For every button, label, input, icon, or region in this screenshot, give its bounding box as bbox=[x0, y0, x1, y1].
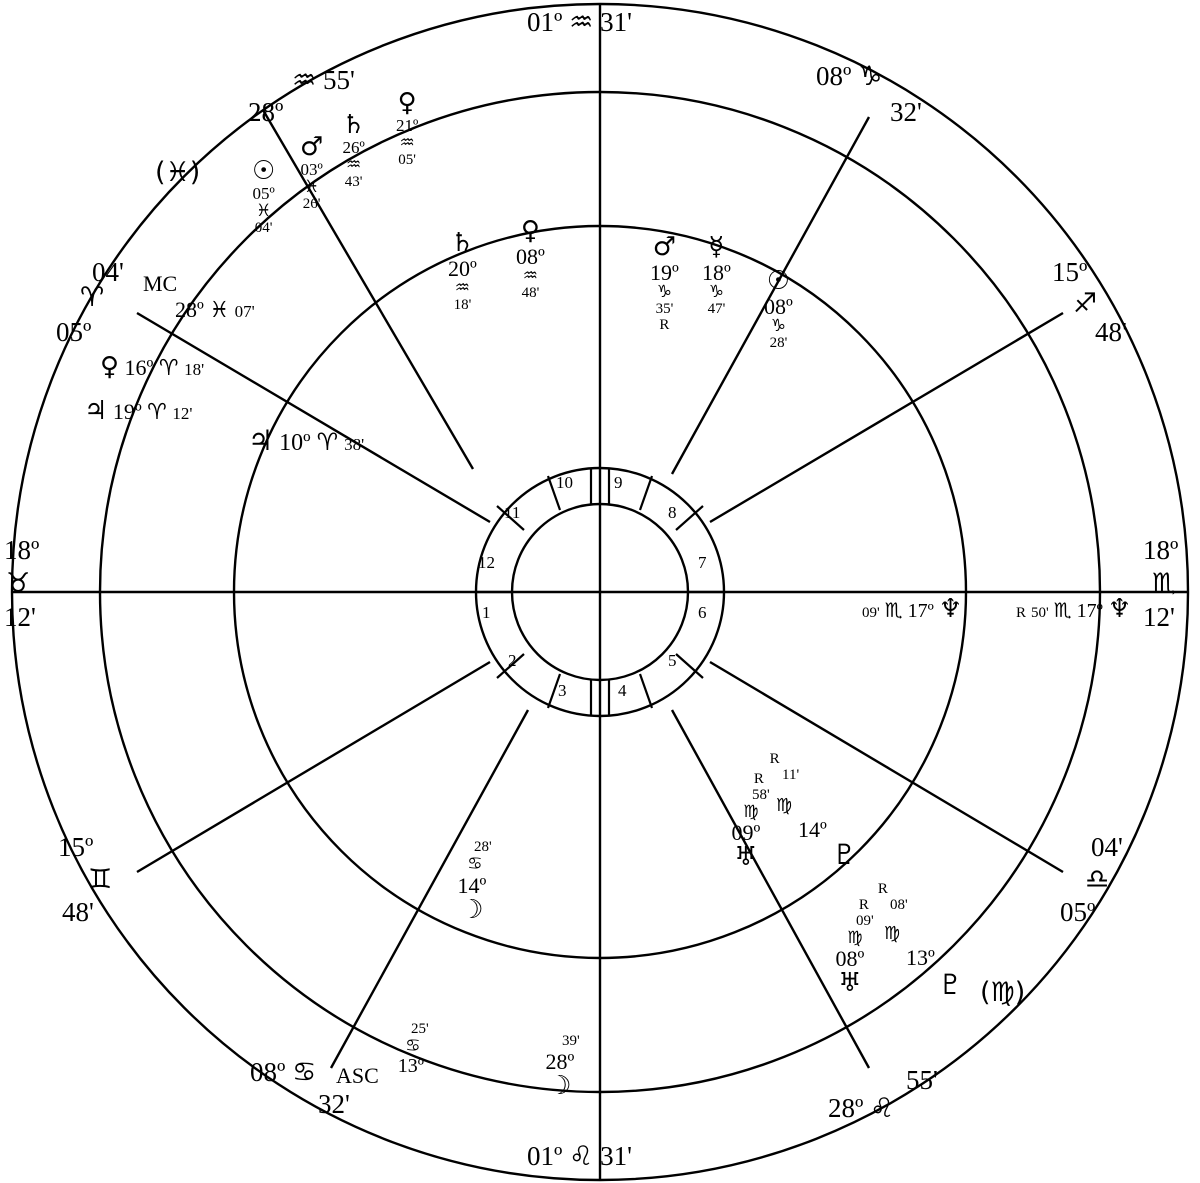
cusp-degree: 28º bbox=[248, 97, 284, 127]
cusp-degree: 28º bbox=[828, 1093, 864, 1123]
cusp-scorpio-min bbox=[1143, 603, 1175, 631]
cusp-degree: 05º bbox=[1060, 897, 1096, 927]
planet-jupiter-inner-aries bbox=[248, 426, 364, 456]
cusp-scorpio-glyph bbox=[1152, 570, 1176, 598]
planet-minute: 11' bbox=[782, 766, 800, 783]
planet-pluto-inner-degree bbox=[798, 818, 827, 841]
cusp-sign-glyph: ♐ bbox=[1073, 288, 1098, 319]
house-number-label: 1 bbox=[482, 603, 491, 622]
cusp-cancer-min bbox=[318, 1090, 350, 1118]
planet-minute: 47' bbox=[707, 301, 726, 318]
planet-degree: 17º bbox=[1076, 600, 1103, 622]
planet-mars-inner bbox=[650, 234, 679, 334]
planet-glyph: ♂ bbox=[652, 232, 677, 262]
cusp-leo-bottom bbox=[527, 1142, 632, 1171]
planet-glyph: ♇ bbox=[938, 968, 964, 1001]
planet-retrograde: R bbox=[769, 751, 780, 767]
planet-mercury-inner bbox=[702, 234, 731, 318]
cusp-sagittarius-min bbox=[1095, 318, 1127, 346]
planet-pluto-inner bbox=[740, 752, 799, 784]
planet-venus-outer bbox=[396, 90, 418, 169]
planet-jupiter-aries bbox=[84, 398, 192, 425]
planet-sign-glyph: ♓ bbox=[304, 177, 320, 198]
house-number-label: 4 bbox=[618, 681, 627, 700]
planet-degree: 08º bbox=[764, 294, 793, 320]
planet-uranus-inner bbox=[722, 772, 770, 872]
planet-glyph: ♆ bbox=[1107, 594, 1132, 624]
cusp-minute: 31' bbox=[600, 7, 632, 37]
house-number-3 bbox=[558, 682, 567, 700]
cusp-minute: 04' bbox=[1091, 832, 1123, 862]
cusp-minute: 55' bbox=[322, 65, 355, 95]
house-number-6 bbox=[698, 604, 707, 622]
planet-sign-glyph: ♒ bbox=[346, 155, 362, 176]
planet-minute: 48' bbox=[521, 285, 540, 302]
cusp-aquarius-upper bbox=[248, 98, 283, 126]
planet-sun-outer bbox=[252, 158, 275, 237]
cusp-degree: 01º bbox=[527, 7, 563, 37]
planet-minute: 18' bbox=[184, 360, 205, 379]
house-number-label: 3 bbox=[558, 681, 567, 700]
house-number-10 bbox=[556, 474, 573, 492]
cusp-aries bbox=[56, 318, 91, 346]
cusp-minute: 31' bbox=[600, 1141, 632, 1171]
angle-degree: 28º bbox=[175, 297, 204, 322]
cusp-degree: 08º bbox=[250, 1057, 286, 1087]
house-number-12 bbox=[478, 554, 495, 572]
cusp-degree: 05º bbox=[56, 317, 92, 347]
sign-marker-virgo bbox=[980, 978, 1025, 1007]
cusp-minute: 32' bbox=[890, 97, 922, 127]
planet-degree: 16º bbox=[124, 355, 154, 380]
planet-glyph: ♀ bbox=[520, 216, 540, 246]
house-number-label: 7 bbox=[698, 553, 707, 572]
cusp-minute: 48' bbox=[62, 897, 94, 927]
planet-glyph: ♅ bbox=[734, 842, 758, 873]
planet-sign-glyph: ♏ bbox=[884, 598, 903, 622]
cusp-capricorn-min bbox=[890, 98, 922, 126]
planet-sign-glyph: ♒ bbox=[522, 266, 539, 287]
cusp-gemini bbox=[58, 833, 93, 861]
angle-degree: 13º bbox=[397, 1054, 424, 1077]
planet-minute: 35' bbox=[655, 301, 674, 318]
cusp-minute: 32' bbox=[318, 1089, 350, 1119]
planet-minute: 12' bbox=[172, 404, 193, 423]
planet-glyph: ♄ bbox=[450, 228, 475, 258]
cusp-aquarius-top bbox=[527, 8, 632, 37]
angle-sign-glyph: ♓ bbox=[209, 298, 230, 323]
cusp-degree: 18º bbox=[1143, 535, 1179, 565]
planet-sign-glyph: ♒ bbox=[399, 133, 415, 154]
cusp-sign-glyph: ♒ bbox=[292, 65, 317, 96]
planet-glyph: ♀ bbox=[397, 88, 417, 118]
planet-minute: 18' bbox=[453, 297, 472, 314]
cusp-taurus-min bbox=[4, 603, 36, 631]
planet-venus-aries bbox=[100, 354, 204, 381]
house-number-label: 2 bbox=[508, 651, 517, 670]
planet-pluto-inner-glyph bbox=[832, 840, 857, 870]
planet-glyph: ☽ bbox=[460, 894, 484, 925]
cusp-leo-lower-right-min bbox=[906, 1066, 938, 1094]
house-number-7 bbox=[698, 554, 707, 572]
house-number-label: 10 bbox=[556, 473, 573, 492]
cusp-sign-glyph: ♌ bbox=[569, 1141, 594, 1172]
planet-minute: 09' bbox=[856, 912, 874, 929]
planet-pluto-inner-sign bbox=[776, 796, 792, 816]
planet-degree: 14º bbox=[798, 817, 827, 842]
sign-marker-label: (♓) bbox=[155, 157, 201, 188]
planet-degree: 17º bbox=[907, 600, 934, 622]
planet-minute: 39' bbox=[562, 1033, 580, 1049]
cusp-aries-glyph bbox=[80, 284, 104, 312]
house-number-2 bbox=[508, 652, 517, 670]
planet-sign-glyph: ♍ bbox=[743, 801, 759, 822]
planet-glyph: ♇ bbox=[832, 838, 858, 871]
planet-degree: 19º bbox=[112, 399, 142, 424]
cusp-leo-lower-right bbox=[828, 1094, 894, 1123]
cusp-capricorn bbox=[816, 62, 882, 91]
planet-sign-glyph: ♋ bbox=[467, 853, 483, 874]
planet-degree: 14º bbox=[457, 872, 487, 898]
cusp-sign-glyph: ♒ bbox=[569, 7, 594, 38]
house-number-4 bbox=[618, 682, 627, 700]
angle-mc-position bbox=[175, 298, 255, 322]
planet-degree: 20º bbox=[448, 256, 477, 282]
planet-moon-outer bbox=[540, 1034, 580, 1100]
house-number-11 bbox=[504, 504, 520, 522]
planet-degree: 18º bbox=[702, 260, 731, 286]
planet-sign-glyph: ♏ bbox=[1053, 598, 1072, 622]
cusp-libra-min bbox=[1091, 833, 1123, 861]
planet-minute: 08' bbox=[890, 896, 908, 913]
sign-marker-label: (♍) bbox=[980, 977, 1026, 1008]
cusp-sign-glyph: ♊ bbox=[88, 864, 113, 895]
planet-pluto-outer bbox=[846, 882, 908, 914]
planet-saturn-outer bbox=[342, 112, 365, 191]
planet-minute: 28' bbox=[769, 335, 788, 352]
planet-pluto-outer-glyph bbox=[938, 970, 963, 1000]
planet-sign-glyph: ♑ bbox=[770, 316, 787, 337]
angle-mc bbox=[143, 272, 177, 295]
planet-sign-glyph: ♓ bbox=[256, 201, 272, 222]
planet-degree: 26º bbox=[342, 138, 365, 158]
planet-glyph: ♀ bbox=[100, 352, 120, 382]
cusp-sagittarius-glyph bbox=[1073, 290, 1097, 318]
planet-glyph: ♃ bbox=[84, 396, 108, 426]
cusp-scorpio bbox=[1143, 536, 1178, 564]
planet-minute: 09' bbox=[862, 605, 880, 621]
angle-label: MC bbox=[143, 271, 178, 296]
planet-retrograde: R bbox=[753, 771, 764, 787]
cusp-minute: 48' bbox=[1095, 317, 1127, 347]
cusp-gemini-min bbox=[62, 898, 94, 926]
planet-glyph: ☽ bbox=[548, 1070, 572, 1101]
cusp-minute: 12' bbox=[1143, 602, 1175, 632]
cusp-degree: 01º bbox=[527, 1141, 563, 1171]
house-number-9 bbox=[614, 474, 623, 492]
planet-minute: 43' bbox=[344, 173, 363, 190]
cusp-aquarius-upper-right bbox=[292, 66, 355, 95]
cusp-cancer bbox=[250, 1058, 316, 1087]
planet-retrograde: R bbox=[858, 897, 869, 913]
cusp-libra bbox=[1060, 898, 1095, 926]
cusp-minute: 12' bbox=[4, 602, 36, 632]
planet-glyph: ☿ bbox=[708, 232, 725, 262]
planet-saturn-inner bbox=[448, 230, 477, 314]
cusp-taurus-glyph bbox=[6, 570, 30, 598]
house-number-label: 5 bbox=[668, 651, 677, 670]
angle-sign-glyph: ♋ bbox=[405, 1035, 421, 1056]
planet-sign-glyph: ♍ bbox=[884, 923, 901, 944]
planet-degree: 13º bbox=[906, 945, 935, 970]
planet-minute: 26' bbox=[302, 195, 321, 212]
planet-sign-glyph: ♑ bbox=[708, 282, 725, 303]
planet-sun-inner bbox=[764, 268, 793, 352]
planet-degree: 28º bbox=[545, 1048, 575, 1074]
cusp-degree: 15º bbox=[1052, 257, 1088, 287]
planet-minute: 50' bbox=[1031, 605, 1049, 621]
house-number-1 bbox=[482, 604, 491, 622]
planet-sign-glyph: ♍ bbox=[776, 795, 793, 816]
planet-glyph: ♂ bbox=[300, 132, 324, 162]
planet-venus-inner bbox=[516, 218, 545, 302]
planet-minute: 04' bbox=[254, 219, 273, 236]
angle-label: ASC bbox=[336, 1063, 379, 1088]
angle-minute: 07' bbox=[234, 302, 255, 321]
planet-degree: 05º bbox=[252, 184, 275, 204]
planet-degree: 09º bbox=[731, 820, 761, 846]
planet-degree: 21º bbox=[396, 116, 419, 136]
cusp-minute: 55' bbox=[906, 1065, 938, 1095]
planet-retrograde: R bbox=[877, 881, 888, 897]
planet-glyph: ☉ bbox=[766, 266, 791, 296]
planet-glyph: ☉ bbox=[252, 156, 276, 186]
cusp-minute: 04' bbox=[92, 257, 124, 287]
planet-degree: 19º bbox=[650, 260, 679, 286]
planet-minute: 28' bbox=[474, 839, 492, 855]
house-number-5 bbox=[668, 652, 677, 670]
planet-sign-glyph: ♈ bbox=[147, 400, 167, 425]
planet-sign-glyph: ♈ bbox=[158, 356, 179, 381]
cusp-sign-glyph: ♋ bbox=[292, 1057, 317, 1088]
cusp-taurus bbox=[4, 536, 39, 564]
planet-minute: 38' bbox=[344, 435, 365, 454]
cusp-sign-glyph: ♈ bbox=[80, 282, 105, 313]
sign-marker-pisces bbox=[155, 158, 200, 187]
planet-sign-glyph: ♍ bbox=[847, 927, 863, 948]
planet-degree: 08º bbox=[516, 244, 545, 270]
planet-degree: 03º bbox=[300, 160, 323, 180]
cusp-sagittarius bbox=[1052, 258, 1087, 286]
planet-minute: 58' bbox=[752, 786, 770, 803]
house-number-8 bbox=[668, 504, 677, 522]
house-number-label: 11 bbox=[504, 503, 521, 522]
angle-asc bbox=[336, 1064, 379, 1087]
cusp-degree: 15º bbox=[58, 832, 94, 862]
planet-sign-glyph: ♑ bbox=[656, 282, 673, 303]
planet-neptune-left bbox=[862, 596, 962, 623]
planet-glyph: ♄ bbox=[342, 110, 366, 140]
house-number-label: 9 bbox=[614, 473, 623, 492]
planet-degree: 10º bbox=[279, 430, 311, 456]
house-number-label: 12 bbox=[478, 553, 495, 572]
planet-glyph: ♃ bbox=[248, 424, 274, 457]
cusp-gemini-glyph bbox=[88, 866, 112, 894]
cusp-sign-glyph: ♑ bbox=[858, 61, 883, 92]
planet-retrograde: R bbox=[1016, 605, 1027, 621]
cusp-sign-glyph: ♌ bbox=[870, 1093, 895, 1124]
angle-minute: 25' bbox=[411, 1021, 429, 1037]
planet-glyph: ♆ bbox=[938, 594, 963, 624]
house-number-label: 8 bbox=[668, 503, 677, 522]
planet-sign-glyph: ♈ bbox=[316, 428, 339, 456]
planet-minute: 05' bbox=[398, 151, 416, 168]
cusp-sign-glyph: ♉ bbox=[6, 568, 31, 599]
planet-pluto-outer-sign bbox=[884, 924, 900, 944]
planet-retrograde: R bbox=[659, 316, 670, 333]
cusp-libra-glyph bbox=[1085, 866, 1109, 894]
planet-glyph: ♅ bbox=[838, 968, 862, 999]
planet-neptune-right bbox=[1016, 596, 1131, 623]
planet-moon-inner bbox=[452, 840, 492, 924]
cusp-sign-glyph: ♏ bbox=[1152, 568, 1177, 599]
planet-mars-outer bbox=[300, 134, 323, 213]
cusp-degree: 08º bbox=[816, 61, 852, 91]
angle-asc-position bbox=[393, 1022, 429, 1077]
house-number-label: 6 bbox=[698, 603, 707, 622]
planet-sign-glyph: ♒ bbox=[454, 278, 471, 299]
planet-degree: 08º bbox=[835, 946, 865, 972]
cusp-sign-glyph: ♎ bbox=[1085, 864, 1110, 895]
planet-pluto-outer-degree bbox=[906, 946, 935, 969]
cusp-degree: 18º bbox=[4, 535, 40, 565]
